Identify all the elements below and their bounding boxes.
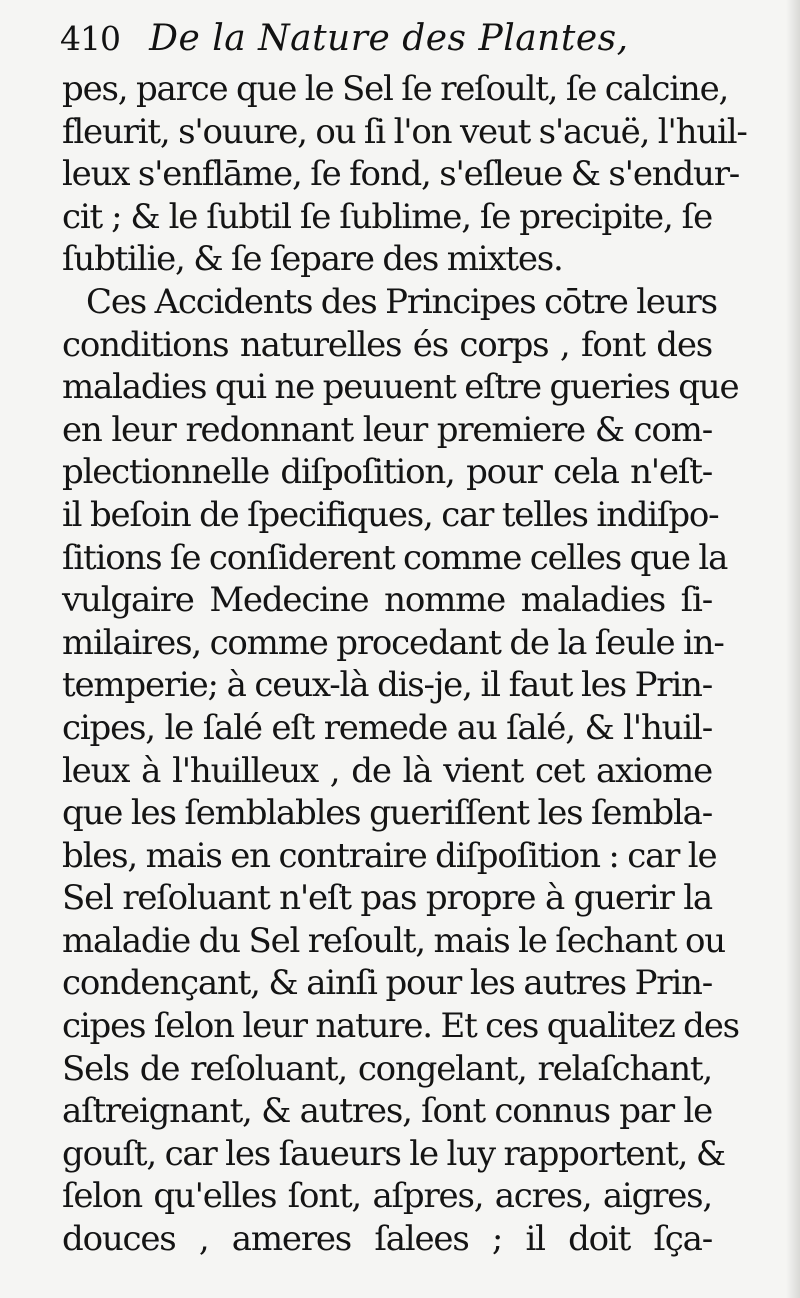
- text-line: ſitions ſe conſiderent comme celles que la: [62, 537, 728, 578]
- text-line: plectionnelle diſpoſition, pour cela n'eſt-: [62, 452, 712, 493]
- text-line: en leur redonnant leur premiere & com-: [62, 409, 712, 450]
- text-line: maladie du Sel reſoult, mais le ſechant ou: [62, 920, 725, 961]
- text-line: cipes, le ſalé eſt remede au ſalé, & l'huil-: [62, 707, 712, 748]
- page-gutter-shadow: [786, 0, 800, 1298]
- text-line: ſubtilie, & ſe ſepare des mixtes.: [62, 239, 563, 280]
- text-line: aſtreignant, & autres, ſont connus par le: [62, 1091, 712, 1132]
- running-title: De la Nature des Plantes,: [149, 18, 629, 59]
- text-line: Sel reſoluant n'eſt pas propre à guerir la: [62, 878, 712, 919]
- text-line: leux s'enflāme, ſe fond, s'eſleue & s'endur-: [62, 154, 740, 195]
- running-head: [60, 18, 629, 59]
- text-line: maladies qui ne peuuent eſtre gueries que: [62, 367, 739, 408]
- text-line: que les ſemblables gueriſſent les ſembla-: [62, 793, 712, 834]
- text-line: il beſoin de ſpecifiques, car telles indiſpo-: [62, 494, 719, 535]
- text-line: bles, mais en contraire diſpoſition : car le: [62, 835, 717, 876]
- text-line: gouſt, car les ſaueurs le luy rapportent, &: [62, 1133, 725, 1174]
- text-line: douces , ameres ſalees ; il doit ſça-: [62, 1219, 712, 1260]
- text-line: vulgaire Medecine nomme maladies ſi-: [62, 580, 712, 621]
- text-line: leux à l'huilleux , de là vient cet axiome: [62, 750, 712, 791]
- body-text: [62, 68, 747, 1261]
- text-line: cipes ſelon leur nature. Et ces qualitez des: [62, 1006, 739, 1047]
- text-line: fleurit, s'ouure, ou ſi l'on veut s'acuë, l'huil-: [62, 111, 747, 152]
- text-line: cit ; & le ſubtil ſe ſublime, ſe precipite, ſe: [62, 196, 712, 237]
- text-line: milaires, comme procedant de la ſeule in-: [62, 622, 724, 663]
- text-line: condençant, & ainſi pour les autres Prin-: [62, 963, 712, 1004]
- text-line: temperie; à ceux-là dis-je, il faut les Prin-: [62, 665, 712, 706]
- text-line: ſelon qu'elles ſont, aſpres, acres, aigres,: [62, 1176, 712, 1217]
- text-line: conditions naturelles és corps , font des: [62, 324, 712, 365]
- paragraph-start-line: Ces Accidents des Principes cōtre leurs: [86, 281, 717, 322]
- text-line: pes, parce que le Sel ſe reſoult, ſe calcine,: [62, 69, 729, 109]
- text-line: Sels de reſoluant, congelant, relaſchant,: [62, 1048, 712, 1089]
- page-number: 410: [60, 19, 120, 58]
